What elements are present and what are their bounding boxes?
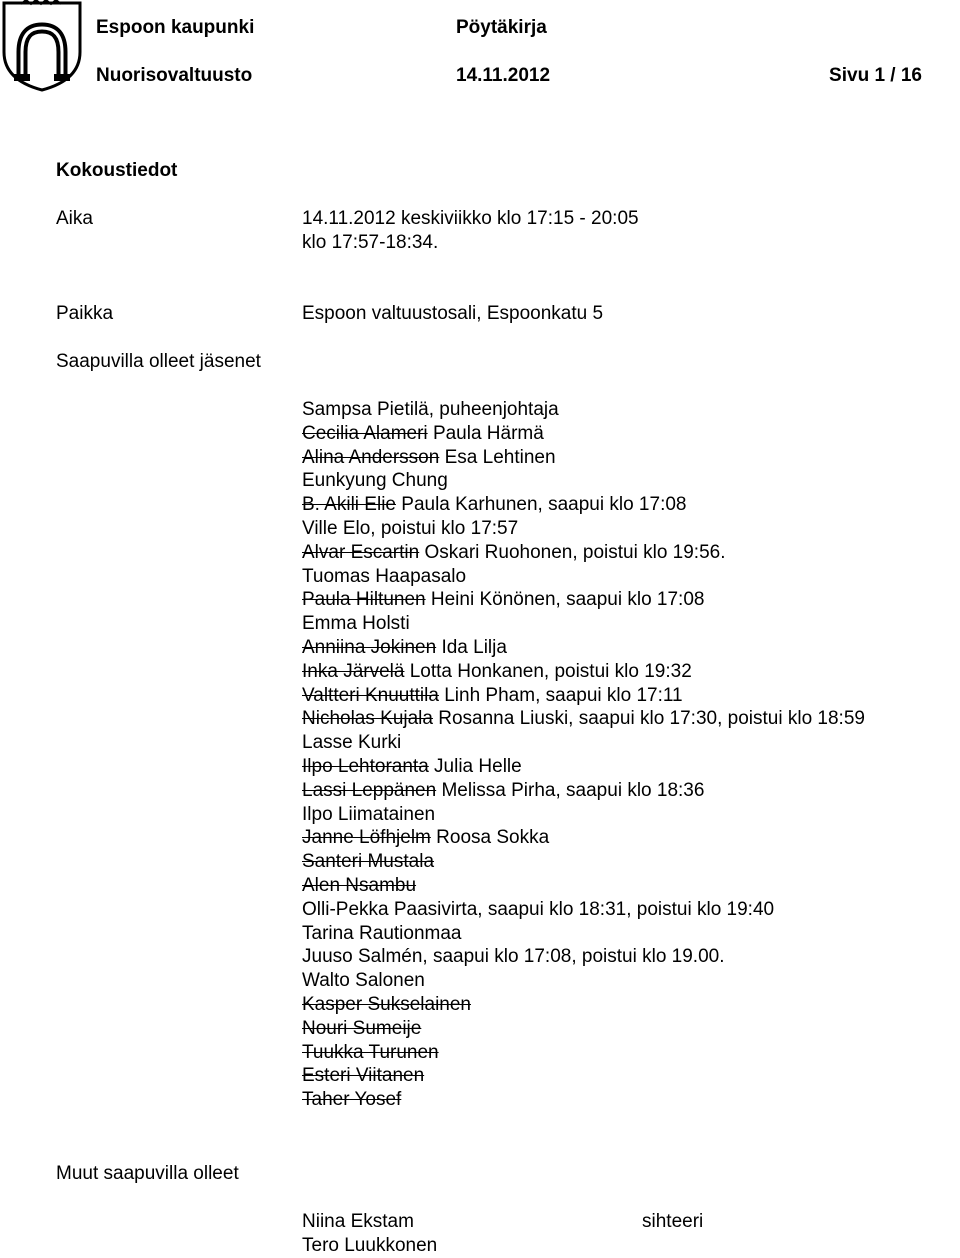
secretary-role: sihteeri <box>642 1211 704 1232</box>
member-row <box>302 898 865 922</box>
time-line: 14.11.2012 keskiviikko klo 17:15 - 20:05 <box>302 208 639 229</box>
body-name: Nuorisovaltuusto <box>96 65 253 86</box>
place-value: Espoon valtuustosali, Espoonkatu 5 <box>302 303 604 324</box>
present-member-name: Eunkyung Chung <box>302 470 448 492</box>
page-number: Sivu 1 / 16 <box>829 65 922 86</box>
member-row <box>302 707 865 731</box>
present-member-name: Paula Karhunen, saapui klo 17:08 <box>401 494 687 516</box>
section-title: Kokoustiedot <box>56 160 178 181</box>
members-list <box>302 398 865 1112</box>
member-row <box>302 874 865 898</box>
absent-member-name: Nouri Sumeije <box>302 1017 422 1039</box>
present-member-name: Esa Lehtinen <box>444 446 556 468</box>
absent-member-name: Alina Andersson <box>302 446 440 468</box>
member-row <box>302 684 865 708</box>
absent-member-name: Kasper Sukselainen <box>302 993 471 1015</box>
absent-member-name: Alvar Escartin <box>302 541 420 563</box>
present-member-name: Tuomas Haapasalo <box>302 565 467 587</box>
member-row <box>302 922 865 946</box>
member-row <box>302 993 865 1017</box>
absent-member-name: B. Akili Elie <box>302 494 396 516</box>
absent-member-name: Ilpo Lehtoranta <box>302 755 429 777</box>
member-row <box>302 565 865 589</box>
absent-member-name: Taher Yosef <box>302 1089 402 1111</box>
present-member-name: Ida Lilja <box>441 636 507 658</box>
place-label: Paikka <box>56 303 114 324</box>
member-row <box>302 779 865 803</box>
present-member-name: Lotta Honkanen, poistui klo 19:32 <box>409 660 692 682</box>
member-row <box>302 541 865 565</box>
present-member-name: Lasse Kurki <box>302 732 402 754</box>
document-type: Pöytäkirja <box>456 17 547 38</box>
member-row <box>302 398 865 422</box>
member-row <box>302 612 865 636</box>
other-attendee-name: Tero Luukkonen <box>302 1235 438 1256</box>
present-members-label: Saapuvilla olleet jäsenet <box>56 351 261 372</box>
other-attendee-name: Niina Ekstam <box>302 1211 414 1232</box>
present-member-name: Olli-Pekka Paasivirta, saapui klo 18:31, poistui klo 19:40 <box>302 898 775 920</box>
member-row <box>302 1088 865 1112</box>
time-value <box>302 207 639 255</box>
member-row <box>302 755 865 779</box>
present-member-name: Melissa Pirha, saapui klo 18:36 <box>441 779 705 801</box>
member-row <box>302 446 865 470</box>
member-row <box>302 517 865 541</box>
member-row <box>302 588 865 612</box>
member-row <box>302 803 865 827</box>
member-row <box>302 422 865 446</box>
present-member-name: Emma Holsti <box>302 613 410 635</box>
espoo-crest-logo <box>0 0 84 92</box>
member-row <box>302 945 865 969</box>
time-label: Aika <box>56 208 93 229</box>
other-attendees-label: Muut saapuvilla olleet <box>56 1163 239 1184</box>
absent-member-name: Cecilia Alameri <box>302 422 428 444</box>
member-row <box>302 1017 865 1041</box>
present-member-name: Roosa Sokka <box>436 827 550 849</box>
member-row <box>302 493 865 517</box>
present-member-name: Oskari Ruohonen, poistui klo 19:56. <box>424 541 726 563</box>
absent-member-name: Inka Järvelä <box>302 660 405 682</box>
member-row <box>302 636 865 660</box>
meeting-date: 14.11.2012 <box>456 65 551 86</box>
absent-member-name: Lassi Leppänen <box>302 779 437 801</box>
org-name: Espoon kaupunki <box>96 17 255 38</box>
absent-member-name: Alen Nsambu <box>302 874 417 896</box>
absent-member-name: Paula Hiltunen <box>302 589 426 611</box>
absent-member-name: Nicholas Kujala <box>302 708 433 730</box>
absent-member-name: Esteri Viitanen <box>302 1065 425 1087</box>
present-member-name: Tarina Rautionmaa <box>302 922 462 944</box>
other-attendees-list <box>302 1210 437 1258</box>
absent-member-name: Valtteri Knuuttila <box>302 684 439 706</box>
member-row <box>302 660 865 684</box>
member-row <box>302 1041 865 1065</box>
present-member-name: Linh Pham, saapui klo 17:11 <box>444 684 683 706</box>
time-line: klo 17:57-18:34. <box>302 232 439 253</box>
present-member-name: Rosanna Liuski, saapui klo 17:30, poistui klo 18:59 <box>438 708 865 730</box>
absent-member-name: Santeri Mustala <box>302 851 435 873</box>
present-member-name: Julia Helle <box>434 755 522 777</box>
member-row <box>302 1064 865 1088</box>
member-row <box>302 850 865 874</box>
present-member-name: Ilpo Liimatainen <box>302 803 436 825</box>
absent-member-name: Janne Löfhjelm <box>302 827 431 849</box>
present-member-name: Walto Salonen <box>302 970 425 992</box>
present-member-name: Heini Könönen, saapui klo 17:08 <box>430 589 705 611</box>
member-row <box>302 731 865 755</box>
present-member-name: Paula Härmä <box>432 422 544 444</box>
member-row <box>302 469 865 493</box>
member-row <box>302 969 865 993</box>
present-member-name: Juuso Salmén, saapui klo 17:08, poistui klo 19.00. <box>302 946 725 968</box>
present-member-name: Sampsa Pietilä, puheenjohtaja <box>302 399 559 420</box>
present-member-name: Ville Elo, poistui klo 17:57 <box>302 517 519 539</box>
absent-member-name: Tuukka Turunen <box>302 1041 439 1063</box>
member-row <box>302 826 865 850</box>
absent-member-name: Anniina Jokinen <box>302 636 437 658</box>
